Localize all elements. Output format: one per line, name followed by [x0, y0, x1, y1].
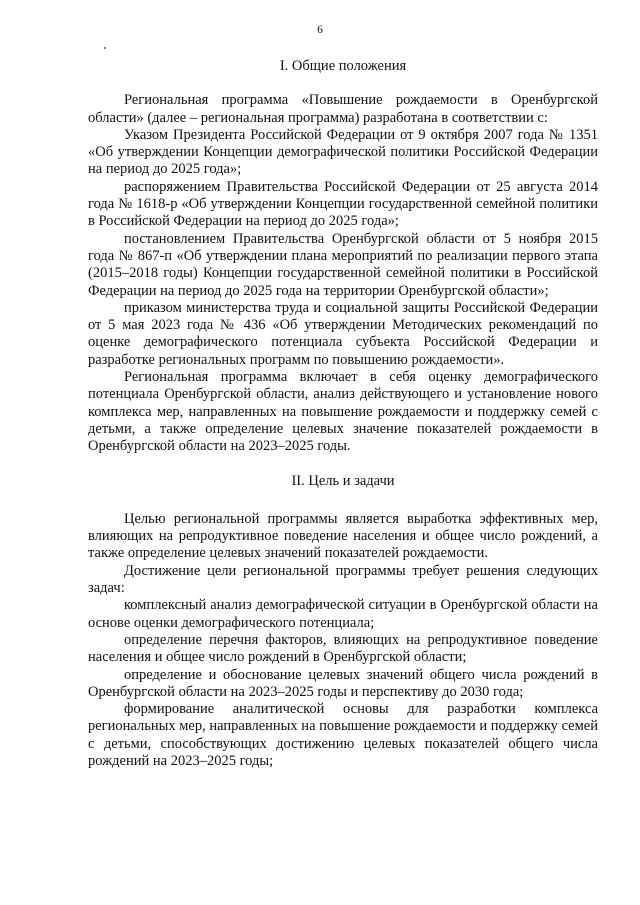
paragraph: Региональная программа включает в себя оценку демографического потенциала Оренбургской области, анализ действующего и установление нового комплекса мер, направленных на повышение рождаемости и поддержку семей с детьми, а также определение целевых значение показателей рождаемости в Оренбургской области на 2023–2025 годы. [88, 369, 598, 455]
paragraph: Региональная программа «Повышение рождаемости в Оренбургской области» (далее – региональная программа) разработана в соответствии с: [88, 92, 598, 126]
paragraph: Достижение цели региональной программы требует решения следующих задач: [88, 562, 598, 597]
list-item: комплексный анализ демографической ситуации в Оренбургской области на основе оценки демографического потенциала; [88, 597, 598, 631]
paragraph: Указом Президента Российской Федерации от 9 октября 2007 года № 1351 «Об утверждении Концепции демографической политики Российской Федерации на период до 2025 года»; [88, 126, 598, 178]
page-number: 6 [317, 24, 323, 36]
section-1-title: I. Общие положения [279, 58, 407, 74]
list-item: определение перечня факторов, влияющих на репродуктивное поведение населения и общее число рождений в Оренбургской области; [88, 631, 598, 666]
document-body [88, 58, 598, 770]
section-1-body [88, 92, 598, 455]
scan-speck [104, 47, 106, 49]
section-2-title: II. Цель и задачи [291, 472, 395, 489]
paragraph: приказом министерства труда и социальной защиты Российской Федерации от 5 мая 2023 года № 436 «Об утверждении Методических рекомендаций по оценке демографического потенциала субъекта Российской Федерации и разработке региональных программ по повышению рождаемости». [88, 299, 598, 368]
paragraph: постановлением Правительства Оренбургской области от 5 ноября 2015 года № 867-п «Об утверждении плана мероприятий по реализации первого этапа (2015–2018 годы) Концепции государственной семейной политики в Российской Федерации на период до 2025 года на территории Оренбургской области»; [88, 230, 598, 299]
paragraph: распоряжением Правительства Российской Федерации от 25 августа 2014 года № 1618-р «Об утверждении Концепции государственной семейной политики в Российской Федерации на период до 2025 года»; [88, 178, 598, 230]
section-2-body [88, 511, 598, 770]
list-item: определение и обоснование целевых значений общего числа рождений в Оренбургской области на 2023–2025 годы и перспективу до 2030 года; [88, 666, 598, 700]
paragraph: Целью региональной программы является выработка эффективных мер, влияющих на репродуктивное поведение населения и общее число рождений, а также определение целевых значений показателей рождаемости. [88, 510, 598, 562]
list-item: формирование аналитической основы для разработки комплекса региональных мер, направленных на повышение рождаемости и поддержку семей с детьми, способствующих достижению целевых показателей общего числа рождений на 2023–2025 годы; [88, 701, 598, 769]
